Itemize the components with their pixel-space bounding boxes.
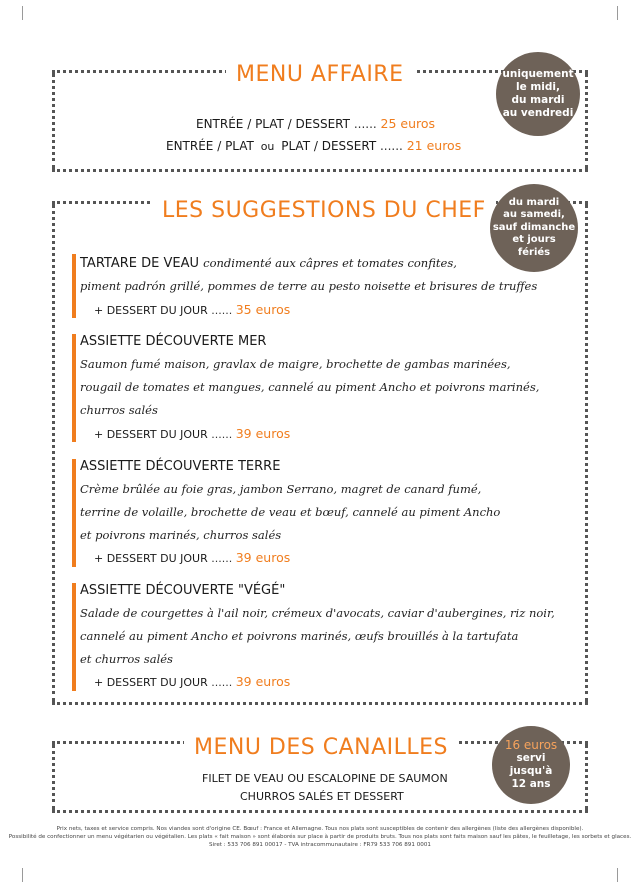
crop-mark bbox=[617, 6, 618, 20]
item-description: Saumon fumé maison, gravlax de maigre, brochette de gambas marinées, bbox=[80, 357, 511, 371]
item-description: rougail de tomates et mangues, cannelé au piment Ancho et poivrons marinés, bbox=[80, 380, 540, 394]
item-description: et churros salés bbox=[80, 652, 173, 666]
price: 25 euros bbox=[380, 116, 436, 131]
item-dessert: + DESSERT DU JOUR ...... 35 euros bbox=[94, 302, 291, 317]
item-description: terrine de volaille, brochette de veau et bœuf, cannelé au piment Ancho bbox=[80, 505, 501, 519]
item-description: cannelé au piment Ancho et poivrons marinés, œufs brouillés à la tartufata bbox=[80, 629, 519, 643]
menu-affaire-title: MENU AFFAIRE bbox=[226, 62, 414, 87]
canailles-line-2: CHURROS SALÉS ET DESSERT bbox=[240, 790, 404, 803]
item-dessert: + DESSERT DU JOUR ...... 39 euros bbox=[94, 426, 291, 441]
item-title: ASSIETTE DÉCOUVERTE MER bbox=[80, 334, 267, 349]
crop-mark bbox=[617, 868, 618, 882]
item-title: ASSIETTE DÉCOUVERTE "VÉGÉ" bbox=[80, 583, 286, 598]
item-description: Salade de courgettes à l'ail noir, crémeux d'avocats, caviar d'aubergines, riz noir, bbox=[80, 606, 555, 620]
item-dessert: + DESSERT DU JOUR ...... 39 euros bbox=[94, 550, 291, 565]
accent-bar bbox=[72, 583, 76, 691]
canailles-price: 16 euros bbox=[504, 738, 558, 752]
item-title-suffix: condimenté aux câpres et tomates confites, bbox=[203, 256, 457, 270]
price: 35 euros bbox=[235, 302, 291, 317]
menu-item-terre bbox=[72, 459, 572, 569]
suggestions-title: LES SUGGESTIONS DU CHEF bbox=[152, 198, 496, 223]
accent-bar bbox=[72, 254, 76, 318]
footer-legal-3: Siret : 533 706 891 00017 - TVA intracommunautaire : FR79 533 706 891 0001 bbox=[209, 842, 431, 848]
footer-legal-2: Possibilité de confectionner un menu végétarien ou végétalien. Les plats « fait maison » sont élaborés sur place à partir de produits bruts. Tous nos plats sont faits maison sauf les pâtes, le feuilletage, les sorbets et glaces. bbox=[8, 834, 632, 840]
price: 39 euros bbox=[235, 550, 291, 565]
footer-legal-1: Prix nets, taxes et service compris. Nos viandes sont d'origine CE. Bœuf : France et Allemagne. Tous nos plats sont susceptibles de contenir des allergènes (liste des allergènes disponible). bbox=[56, 826, 584, 832]
menu-affaire-badge: uniquement le midi, du mardi au vendredi bbox=[496, 52, 580, 136]
item-description: Crème brûlée au foie gras, jambon Serrano, magret de canard fumé, bbox=[80, 482, 482, 496]
accent-bar bbox=[72, 334, 76, 442]
price: 39 euros bbox=[235, 674, 291, 689]
suggestions-badge: du mardi au samedi, sauf dimanche et jours fériés bbox=[490, 184, 578, 272]
canailles-line-1: FILET DE VEAU OU ESCALOPINE DE SAUMON bbox=[202, 772, 448, 785]
menu-item-vege bbox=[72, 583, 572, 693]
item-title: TARTARE DE VEAU bbox=[80, 256, 199, 271]
item-title: ASSIETTE DÉCOUVERTE TERRE bbox=[80, 459, 281, 474]
menu-affaire-line-2: ENTRÉE / PLAT ou PLAT / DESSERT ...... 21 euros bbox=[166, 138, 462, 153]
item-description: piment padrón grillé, pommes de terre au pesto noisette et brisures de truffes bbox=[80, 279, 538, 293]
price: 39 euros bbox=[235, 426, 291, 441]
accent-bar bbox=[72, 459, 76, 567]
canailles-badge: 16 euros servi jusqu'à 12 ans bbox=[492, 726, 570, 804]
price: 21 euros bbox=[406, 138, 462, 153]
menu-item-mer bbox=[72, 334, 572, 444]
crop-mark bbox=[22, 868, 23, 882]
item-description: et poivrons marinés, churros salés bbox=[80, 528, 282, 542]
item-description: churros salés bbox=[80, 403, 158, 417]
menu-affaire-line-1: ENTRÉE / PLAT / DESSERT ...... 25 euros bbox=[196, 116, 436, 131]
menu-item-tartare bbox=[72, 254, 572, 320]
canailles-title: MENU DES CANAILLES bbox=[184, 735, 458, 760]
item-dessert: + DESSERT DU JOUR ...... 39 euros bbox=[94, 674, 291, 689]
crop-mark bbox=[22, 6, 23, 20]
